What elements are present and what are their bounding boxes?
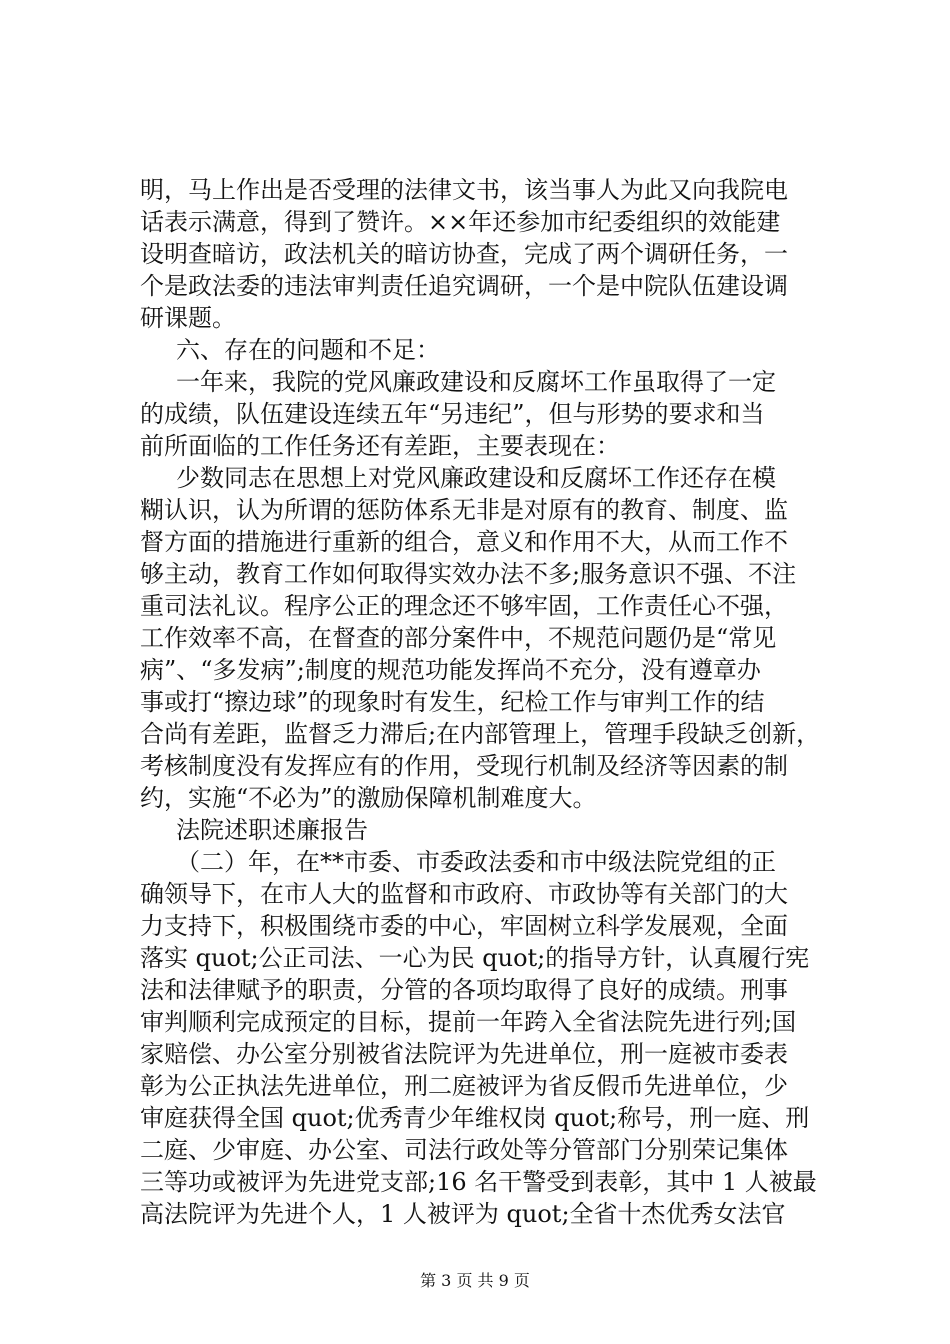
text-line: 明，马上作出是否受理的法律文书，该当事人为此又向我院电 bbox=[140, 176, 788, 204]
text-line: 事或打“擦边球”的现象时有发生，纪检工作与审判工作的结 bbox=[140, 688, 765, 716]
text-line: 法和法律赋予的职责，分管的各项均取得了良好的成绩。刑事 bbox=[140, 976, 788, 1004]
text-line: 审庭获得全国 quot;优秀青少年维权岗 quot;称号，刑一庭、刑 bbox=[140, 1104, 810, 1132]
document-body bbox=[140, 174, 840, 1230]
text-line: 约，实施“不必为”的激励保障机制难度大。 bbox=[140, 784, 597, 812]
text-line: 设明查暗访，政法机关的暗访协查，完成了两个调研任务，一 bbox=[140, 240, 788, 268]
page-footer: 第 3 页 共 9 页 bbox=[420, 1271, 530, 1290]
text-line: 彰为公正执法先进单位，刑二庭被评为省反假币先进单位，少 bbox=[140, 1072, 788, 1100]
text-line: 研课题。 bbox=[140, 304, 236, 332]
text-line: 前所面临的工作任务还有差距，主要表现在： bbox=[140, 432, 620, 460]
text-line: （二）年，在**市委、市委政法委和市中级法院党组的正 bbox=[176, 848, 776, 876]
text-line: 个是政法委的违法审判责任追究调研，一个是中院队伍建设调 bbox=[140, 272, 788, 300]
text-line: 家赔偿、办公室分别被省法院评为先进单位，刑一庭被市委表 bbox=[140, 1040, 788, 1068]
text-line: 合尚有差距，监督乏力滞后;在内部管理上，管理手段缺乏创新， bbox=[140, 720, 821, 748]
text-line: 一年来，我院的党风廉政建设和反腐坏工作虽取得了一定 bbox=[176, 368, 776, 396]
text-line: 高法院评为先进个人，1 人被评为 quot;全省十杰优秀女法官 bbox=[140, 1200, 786, 1228]
text-line: 落实 quot;公正司法、一心为民 quot;的指导方针，认真履行宪 bbox=[140, 944, 810, 972]
text-line: 督方面的措施进行重新的组合，意义和作用不大，从而工作不 bbox=[140, 528, 788, 556]
text-line: 工作效率不高，在督查的部分案件中，不规范问题仍是“常见 bbox=[140, 624, 777, 652]
text-line: 力支持下，积极围绕市委的中心，牢固树立科学发展观，全面 bbox=[140, 912, 788, 940]
text-line: 够主动，教育工作如何取得实效办法不多;服务意识不强、不注 bbox=[140, 560, 797, 588]
text-line: 三等功或被评为先进党支部;16 名干警受到表彰，其中 1 人被最 bbox=[140, 1168, 817, 1196]
text-line: 六、存在的问题和不足： bbox=[176, 336, 440, 364]
text-line: 法院述职述廉报告 bbox=[176, 816, 368, 844]
text-line: 话表示满意，得到了赞许。××年还参加市纪委组织的效能建 bbox=[140, 208, 781, 236]
text-line: 二庭、少审庭、办公室、司法行政处等分管部门分别荣记集体 bbox=[140, 1136, 788, 1164]
text-line: 审判顺利完成预定的目标，提前一年跨入全省法院先进行列;国 bbox=[140, 1008, 797, 1036]
text-line: 的成绩，队伍建设连续五年“另违纪”，但与形势的要求和当 bbox=[140, 400, 765, 428]
text-line: 考核制度没有发挥应有的作用，受现行机制及经济等因素的制 bbox=[140, 752, 788, 780]
text-line: 糊认识，认为所谓的惩防体系无非是对原有的教育、制度、监 bbox=[140, 496, 788, 524]
text-line: 少数同志在思想上对党风廉政建设和反腐坏工作还存在模 bbox=[176, 464, 776, 492]
text-line: 重司法礼议。程序公正的理念还不够牢固，工作责任心不强， bbox=[140, 592, 788, 620]
text-line: 确领导下，在市人大的监督和市政府、市政协等有关部门的大 bbox=[140, 880, 788, 908]
text-line: 病”、“多发病”;制度的规范功能发挥尚不充分，没有遵章办 bbox=[140, 656, 761, 684]
